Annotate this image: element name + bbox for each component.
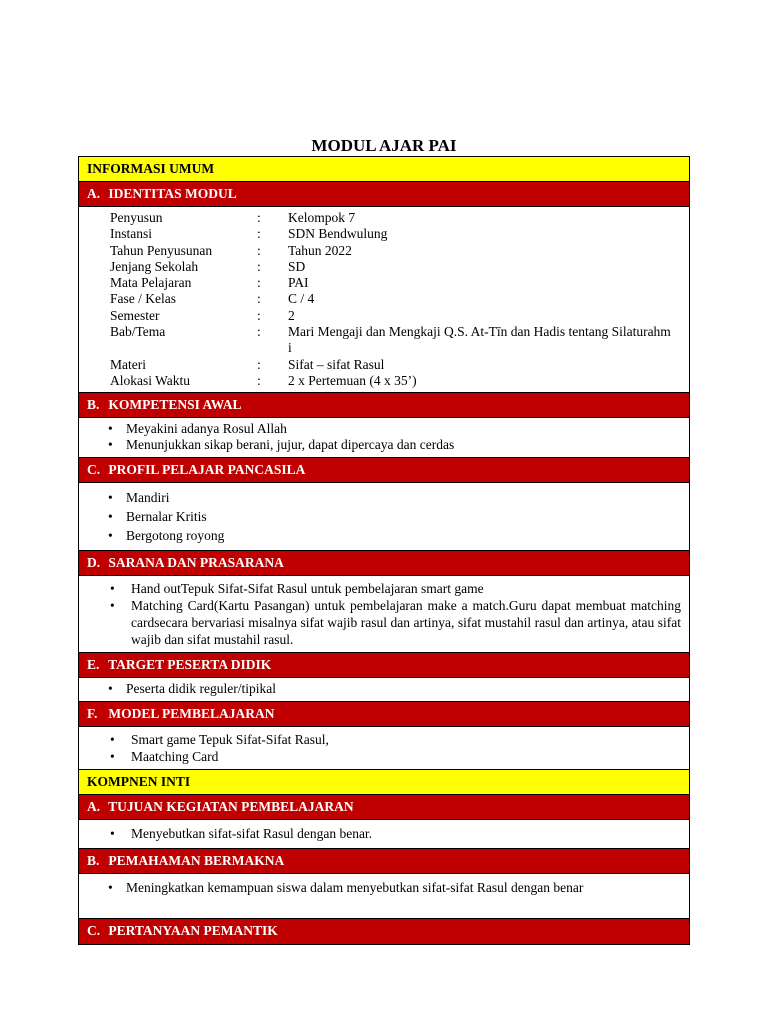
section-kompetensi-awal	[79, 392, 689, 417]
section-identitas-modul	[79, 181, 689, 206]
bullet-list	[79, 874, 689, 918]
identitas-label: Materi	[110, 356, 146, 372]
target-panel	[79, 677, 689, 701]
document-title: MODUL AJAR PAI	[311, 136, 457, 155]
identitas-separator: :	[257, 356, 261, 372]
profil-panel	[79, 482, 689, 550]
identitas-separator: :	[257, 258, 261, 274]
pemahaman-panel	[79, 873, 689, 918]
section-sarana-prasarana	[79, 550, 689, 575]
section-pertanyaan-pemantik	[79, 918, 689, 944]
identitas-label: Alokasi Waktu	[110, 372, 191, 388]
bullet-list	[79, 576, 689, 652]
identitas-row	[110, 210, 689, 226]
list-item: • Menunjukkan sikap berani, jujur, dapat dipercaya dan cerdas	[79, 437, 689, 453]
identitas-label: Bab/Tema	[110, 324, 166, 340]
section-code: A.	[87, 799, 101, 815]
list-item: • Maatching Card	[79, 748, 689, 765]
list-item: • Smart game Tepuk Sifat-Sifat Rasul,	[79, 731, 689, 748]
bullet-list	[79, 483, 689, 550]
identitas-label: Penyusun	[110, 210, 163, 225]
identitas-label: Tahun Penyusunan	[110, 242, 213, 258]
identitas-separator: :	[257, 372, 261, 388]
identitas-separator	[257, 340, 288, 356]
identitas-label: Instansi	[110, 226, 152, 242]
section-komponen-inti: KOMPNEN INTI	[79, 769, 689, 794]
kompetensi-awal-panel	[79, 417, 689, 457]
identitas-value: i	[288, 340, 292, 356]
section-heading: PERTANYAAN PEMANTIK	[108, 923, 278, 939]
model-panel	[79, 726, 689, 769]
identitas-label	[110, 340, 257, 356]
identitas-value: Kelompok 7	[288, 210, 356, 225]
identitas-separator: :	[257, 210, 261, 225]
identitas-label: Mata Pelajaran	[110, 275, 192, 291]
tujuan-panel	[79, 819, 689, 848]
section-informasi-umum: INFORMASI UMUM	[79, 156, 689, 181]
section-target-peserta	[79, 652, 689, 677]
section-code: C.	[87, 462, 101, 478]
identitas-row	[110, 324, 689, 340]
identitas-value: Tahun 2022	[288, 242, 352, 258]
section-heading: KOMPETENSI AWAL	[108, 397, 242, 413]
identitas-row	[110, 226, 689, 242]
sarana-panel	[79, 575, 689, 652]
section-code: A.	[87, 186, 101, 201]
bullet-list	[79, 727, 689, 769]
section-heading: MODEL PEMBELAJARAN	[108, 706, 275, 722]
identitas-value: SDN Bendwulung	[288, 226, 388, 242]
section-heading: TARGET PESERTA DIDIK	[108, 657, 272, 673]
identitas-label: Jenjang Sekolah	[110, 258, 199, 274]
section-tujuan-kegiatan	[79, 794, 689, 819]
bullet-list	[79, 678, 689, 701]
section-code: E.	[87, 657, 100, 673]
list-item: • Menyebutkan sifat-sifat Rasul dengan benar.	[79, 826, 689, 842]
identitas-separator: :	[257, 324, 261, 340]
bullet-list	[79, 418, 689, 457]
identitas-separator: :	[257, 226, 261, 242]
identitas-row	[110, 357, 689, 373]
section-code: C.	[87, 923, 101, 939]
section-code: B.	[87, 397, 100, 413]
section-heading: PEMAHAMAN BERMAKNA	[108, 853, 285, 869]
list-item: • Matching Card(Kartu Pasangan) untuk pembelajaran make a match.Guru dapat membuat matching cardsecara bervariasi misalnya sifat wajib rasul dan artinya, sifat mustahil rasul dan artinya, atau sifat wajib dan sifat mustahil rasul.	[79, 597, 689, 648]
list-item: • Meyakini adanya Rosul Allah	[79, 421, 689, 437]
section-profil-pelajar	[79, 457, 689, 482]
identitas-row-continuation	[110, 340, 689, 356]
identitas-separator: :	[257, 291, 261, 307]
identitas-row	[110, 259, 689, 275]
bullet-list	[79, 820, 689, 848]
identitas-label: Fase / Kelas	[110, 291, 176, 307]
list-item: • Bernalar Kritis	[79, 507, 689, 526]
identitas-row	[110, 308, 689, 324]
list-item: • Peserta didik reguler/tipikal	[79, 681, 689, 697]
identitas-value: C / 4	[288, 291, 315, 307]
list-item: • Mandiri	[79, 488, 689, 507]
identitas-separator: :	[257, 242, 261, 258]
identitas-separator: :	[257, 275, 261, 291]
identitas-value: 2 x Pertemuan (4 x 35’)	[288, 372, 417, 388]
section-heading: IDENTITAS MODUL	[108, 186, 237, 201]
identitas-value: 2	[288, 307, 295, 323]
identitas-row	[110, 243, 689, 259]
identitas-row	[110, 275, 689, 291]
identitas-label: Semester	[110, 307, 160, 323]
section-pemahaman-bermakna	[79, 848, 689, 873]
section-code: F.	[87, 706, 98, 722]
section-code: B.	[87, 853, 100, 869]
identitas-row	[110, 373, 689, 389]
section-heading: SARANA DAN PRASARANA	[108, 555, 284, 571]
identitas-separator: :	[257, 307, 261, 323]
section-heading: PROFIL PELAJAR PANCASILA	[108, 462, 306, 478]
section-heading: TUJUAN KEGIATAN PEMBELAJARAN	[108, 799, 354, 815]
module-table	[78, 156, 690, 945]
section-code: D.	[87, 555, 101, 571]
identitas-value: Sifat – sifat Rasul	[288, 356, 385, 372]
identitas-row	[110, 291, 689, 307]
identitas-value: Mari Mengaji dan Mengkaji Q.S. At-Tīn dan Hadis tentang Silaturahm	[288, 324, 671, 340]
identitas-value: PAI	[288, 275, 309, 291]
list-item: • Bergotong royong	[79, 526, 689, 545]
identitas-table	[79, 206, 689, 392]
list-item: • Meningkatkan kemampuan siswa dalam menyebutkan sifat-sifat Rasul dengan benar	[79, 880, 689, 896]
identitas-value: SD	[288, 258, 306, 274]
section-model-pembelajaran	[79, 701, 689, 726]
list-item: • Hand outTepuk Sifat-Sifat Rasul untuk pembelajaran smart game	[79, 580, 689, 597]
